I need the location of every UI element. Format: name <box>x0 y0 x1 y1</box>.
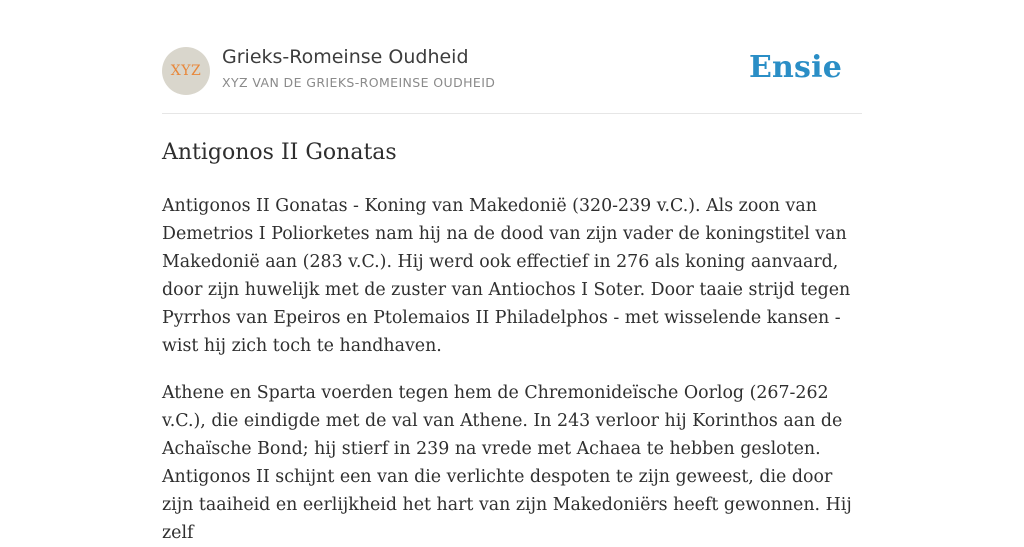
article <box>162 137 866 547</box>
article-paragraph: Athene en Sparta voerden tegen hem de Chremonideïsche Oorlog (267-262 v.C.), die eindigde met de val van Athene. In 243 verloor hij Korinthos aan de Achaïsche Bond; hij stierf in 239 na vrede met Achaea te hebben gesloten. Antigonos II schijnt een van die verlichte despoten te zijn geweest, die door zijn taaiheid en eerlijkheid het hart van zijn Makedoniërs heeft gewonnen. Hij zelf <box>162 383 852 543</box>
article-title: Antigonos II Gonatas <box>162 140 397 165</box>
header <box>162 0 862 114</box>
author-name[interactable]: Grieks-Romeinse Oudheid <box>222 46 469 68</box>
avatar[interactable]: XYZ <box>162 47 210 95</box>
author-subtitle: XYZ VAN DE GRIEKS-ROMEINSE OUDHEID <box>222 75 496 90</box>
ensie-logo[interactable]: Ensie <box>748 50 842 85</box>
article-paragraph: Antigonos II Gonatas - Koning van Makedonië (320-239 v.C.). Als zoon van Demetrios I Poliorketes nam hij na de dood van zijn vader de koningstitel van Makedonië aan (283 v.C.). Hij werd ook effectief in 276 als koning aanvaard, door zijn huwelijk met de zuster van Antiochos I Soter. Door taaie strijd tegen Pyrrhos van Epeiros en Ptolemaios II Philadelphos - met wisselende kansen - wist hij zich toch te handhaven. <box>162 196 851 356</box>
